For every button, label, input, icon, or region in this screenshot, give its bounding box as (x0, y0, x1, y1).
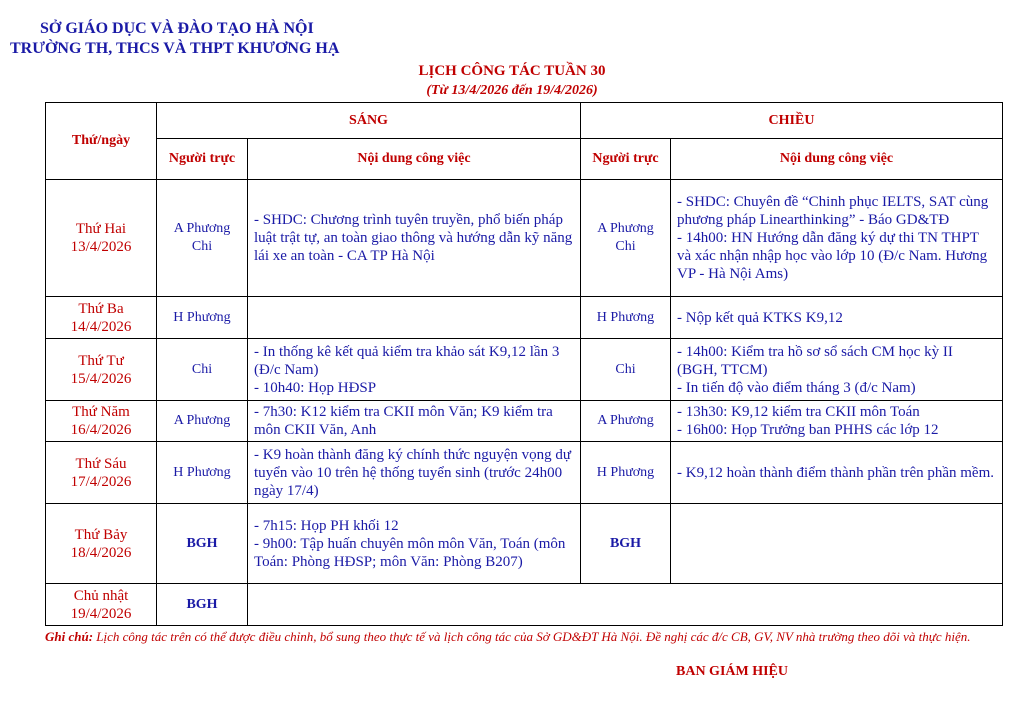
content-line: - 10h40: Họp HĐSP (254, 379, 377, 396)
content-line: - SHDC: Chương trình tuyên truyền, phổ biến pháp luật trật tự, an toàn giao thông và hướng dẫn kỹ năng lái xe an toàn - CA TP Hà Nội (254, 212, 573, 264)
table-row (46, 297, 1003, 339)
header-afternoon-content: Nội dung công việc (671, 139, 1003, 180)
content-line: - K9,12 hoàn thành điểm thành phần trên phần mềm. (677, 464, 995, 481)
afternoon-content (671, 180, 1003, 297)
content-line: - 14h00: Kiểm tra hồ sơ sổ sách CM học kỳ II (BGH, TTCM) (677, 343, 953, 378)
header-morning: SÁNG (157, 103, 581, 139)
afternoon-content (671, 339, 1003, 401)
day-cell (46, 339, 157, 401)
morning-content (248, 339, 581, 401)
afternoon-content (671, 442, 1003, 504)
header-morning-content: Nội dung công việc (248, 139, 581, 180)
org-line-1: SỞ GIÁO DỤC VÀ ĐÀO TẠO HÀ NỘI (40, 20, 314, 37)
content-line: - 16h00: Họp Trưởng ban PHHS các lớp 12 (677, 422, 939, 438)
afternoon-content (671, 401, 1003, 442)
day-date: 18/4/2026 (70, 544, 132, 561)
table-row (46, 442, 1003, 504)
footer-note (45, 628, 995, 646)
day-cell (46, 584, 157, 626)
day-name: Thứ Tư (78, 352, 124, 369)
day-name: Thứ Năm (72, 404, 130, 420)
day-cell (46, 180, 157, 297)
morning-content (248, 504, 581, 584)
content-line: - 9h00: Tập huấn chuyên môn môn Văn, Toán (môn Toán: Phòng HĐSP; môn Văn: Phòng B207) (254, 535, 566, 570)
afternoon-content (671, 297, 1003, 339)
afternoon-person: H Phương (581, 442, 671, 504)
org-line-2: TRƯỜNG TH, THCS VÀ THPT KHƯƠNG HẠ (10, 40, 340, 57)
day-name: Thứ Ba (78, 300, 124, 317)
day-cell (46, 401, 157, 442)
schedule-title: LỊCH CÔNG TÁC TUẦN 30 (418, 63, 606, 79)
day-cell (46, 442, 157, 504)
header-morning-person: Người trực (157, 139, 248, 180)
content-line: - 13h30: K9,12 kiểm tra CKII môn Toán (677, 404, 920, 420)
afternoon-person: A Phương (581, 401, 671, 442)
afternoon-person: A Phương Chi (581, 180, 671, 297)
header-day: Thứ/ngày (46, 103, 157, 180)
morning-person: A Phương Chi (157, 180, 248, 297)
signature: BAN GIÁM HIỆU (676, 664, 789, 679)
header-afternoon: CHIỀU (581, 103, 1003, 139)
content-line: - In tiến độ vào điểm tháng 3 (đ/c Nam) (677, 379, 916, 396)
morning-person: BGH (157, 584, 248, 626)
afternoon-person: Chi (581, 339, 671, 401)
day-cell (46, 504, 157, 584)
afternoon-person: H Phương (581, 297, 671, 339)
morning-content (248, 297, 581, 339)
day-cell (46, 297, 157, 339)
morning-content (248, 584, 1003, 626)
content-line: - 7h15: Họp PH khối 12 (254, 517, 399, 534)
content-line: - In thống kê kết quả kiểm tra khảo sát K9,12 lần 3 (Đ/c Nam) (254, 343, 560, 378)
table-row (46, 401, 1003, 442)
table-row (46, 504, 1003, 584)
day-date: 15/4/2026 (70, 370, 132, 387)
note-text: Lịch công tác trên có thể được điều chỉnh, bổ sung theo thực tế và lịch công tác của Sở GD&ĐT Hà Nội. Đề nghị các đ/c CB, GV, NV nhà trường theo dõi và thực hiện. (93, 629, 971, 644)
afternoon-content (671, 504, 1003, 584)
morning-content (248, 180, 581, 297)
morning-person: H Phương (157, 297, 248, 339)
content-line: - SHDC: Chuyên đề “Chinh phục IELTS, SAT cùng phương pháp Linearthinking” - Báo GD&TĐ (677, 194, 989, 228)
day-date: 13/4/2026 (70, 239, 132, 255)
day-name: Thứ Sáu (75, 455, 127, 472)
schedule-subtitle: (Từ 13/4/2026 đến 19/4/2026) (426, 83, 598, 98)
day-date: 17/4/2026 (70, 473, 132, 490)
morning-content (248, 442, 581, 504)
table-row (46, 180, 1003, 297)
day-date: 19/4/2026 (70, 605, 132, 622)
table-row (46, 584, 1003, 626)
morning-person: A Phương (157, 401, 248, 442)
day-date: 16/4/2026 (70, 422, 132, 438)
day-name: Thứ Hai (75, 221, 127, 237)
day-date: 14/4/2026 (70, 318, 132, 335)
content-line: - 7h30: K12 kiểm tra CKII môn Văn; K9 kiểm tra môn CKII Văn, Anh (254, 404, 553, 438)
day-name: Chủ nhật (73, 587, 129, 604)
schedule-table (45, 102, 1003, 626)
header-afternoon-person: Người trực (581, 139, 671, 180)
morning-person: BGH (157, 504, 248, 584)
day-name: Thứ Bảy (74, 526, 128, 543)
content-line: - K9 hoàn thành đăng ký chính thức nguyện vọng dự tuyển vào 10 trên hệ thống tuyển sinh (trước 24h00 ngày 17/4) (254, 446, 572, 499)
morning-person: Chi (157, 339, 248, 401)
content-line: - 14h00: HN Hướng dẫn đăng ký dự thi TN THPT và xác nhận nhập học vào lớp 10 (Đ/c Nam. Hương VP - Hà Nội Ams) (677, 230, 988, 282)
note-label: Ghi chú: (45, 629, 94, 644)
morning-person: H Phương (157, 442, 248, 504)
table-row (46, 339, 1003, 401)
afternoon-person: BGH (581, 504, 671, 584)
morning-content (248, 401, 581, 442)
content-line: - Nộp kết quả KTKS K9,12 (677, 309, 843, 326)
